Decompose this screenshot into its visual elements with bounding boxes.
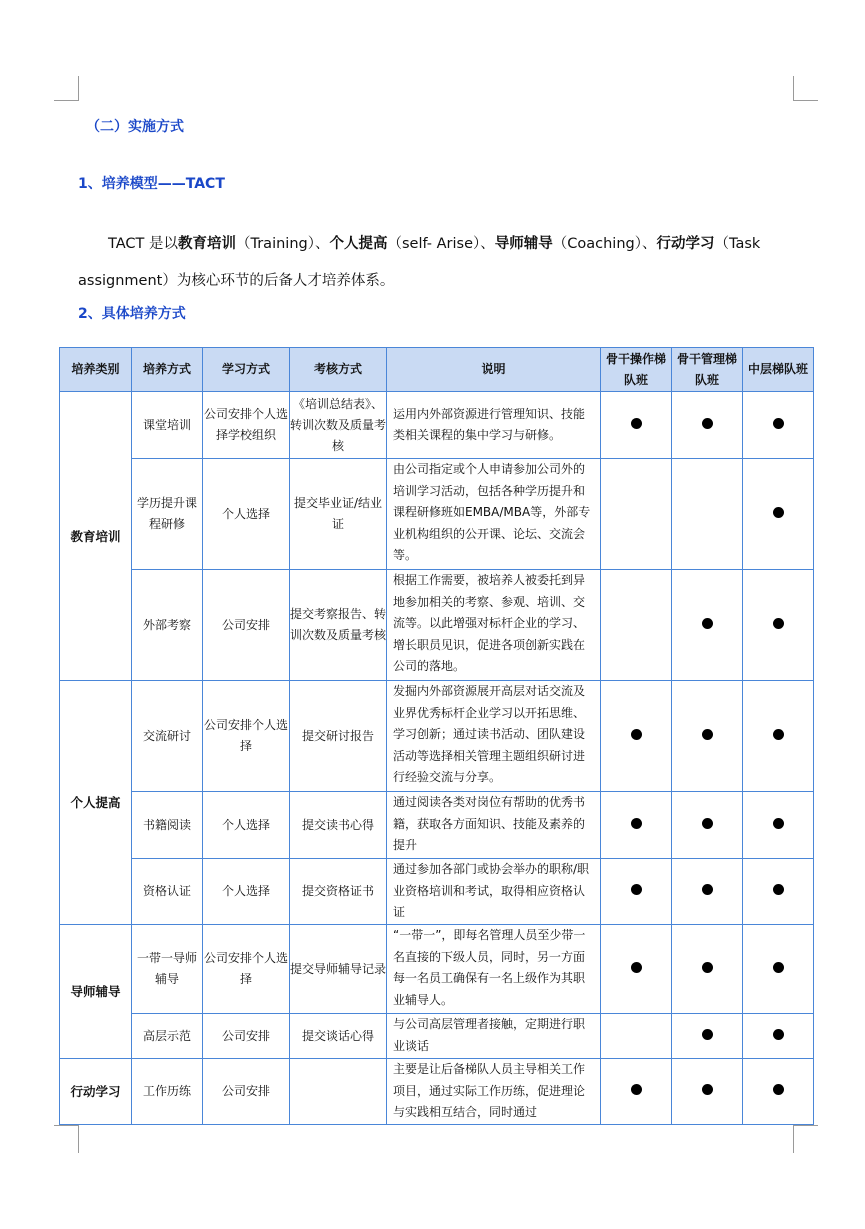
cell-assessment: 提交研讨报告: [290, 681, 387, 792]
cell-learning: 公司安排个人选择: [203, 681, 290, 792]
table-row: [60, 570, 814, 681]
header-description: 说明: [387, 348, 601, 392]
bullet-icon: [631, 818, 642, 829]
table-row: [60, 792, 814, 859]
bullet-icon: [702, 729, 713, 740]
cell-assessment: 提交毕业证/结业证: [290, 459, 387, 570]
cell-learning: 公司安排: [203, 1059, 290, 1125]
cell-middle-class: [743, 925, 814, 1014]
cell-method: 一带一导师辅导: [132, 925, 203, 1014]
category-self-improvement: 个人提高: [60, 681, 132, 925]
cell-management-class: [672, 1059, 743, 1125]
cell-operation-class: [601, 459, 672, 570]
bullet-icon: [773, 418, 784, 429]
intro-term-training-en: （Training）、: [236, 236, 330, 252]
cell-management-class: [672, 1014, 743, 1059]
table-row: [60, 1014, 814, 1059]
cell-assessment: 提交导师辅导记录: [290, 925, 387, 1014]
cell-management-class: [672, 925, 743, 1014]
intro-term-task-en: （Task assignment）为核心环节的后备人才培养体系。: [78, 236, 761, 289]
section-title: （二）实施方式: [86, 119, 184, 135]
header-category: 培养类别: [60, 348, 132, 392]
bullet-icon: [773, 884, 784, 895]
crop-mark-top-right: [793, 76, 818, 101]
cell-description: 通过参加各部门或协会举办的职称/职业资格培训和考试，取得相应资格认证: [387, 859, 601, 925]
bullet-icon: [702, 618, 713, 629]
bullet-icon: [773, 818, 784, 829]
bullet-icon: [631, 418, 642, 429]
cell-learning: 公司安排个人选择学校组织: [203, 392, 290, 459]
cell-assessment: [290, 1059, 387, 1125]
heading-specific-methods: 2、具体培养方式: [78, 306, 186, 322]
cell-middle-class: [743, 1059, 814, 1125]
intro-term-arise-en: （self- Arise）、: [387, 236, 495, 252]
cell-management-class: [672, 570, 743, 681]
table-row: [60, 1059, 814, 1125]
cell-method: 书籍阅读: [132, 792, 203, 859]
header-learning-mode: 学习方式: [203, 348, 290, 392]
bullet-icon: [773, 962, 784, 973]
cell-management-class: [672, 792, 743, 859]
bullet-icon: [773, 507, 784, 518]
cell-assessment: 提交考察报告、转训次数及质量考核: [290, 570, 387, 681]
header-management-class: 骨干管理梯队班: [672, 348, 743, 392]
table-header-row: [60, 348, 814, 392]
cell-method: 外部考察: [132, 570, 203, 681]
cell-operation-class: [601, 570, 672, 681]
cell-operation-class: [601, 1014, 672, 1059]
cell-middle-class: [743, 1014, 814, 1059]
cell-method: 资格认证: [132, 859, 203, 925]
bullet-icon: [702, 1084, 713, 1095]
bullet-icon: [702, 1029, 713, 1040]
bullet-icon: [631, 962, 642, 973]
cell-management-class: [672, 859, 743, 925]
table-row: [60, 859, 814, 925]
cell-management-class: [672, 459, 743, 570]
bullet-icon: [702, 962, 713, 973]
cell-learning: 公司安排: [203, 1014, 290, 1059]
training-methods-table: [59, 347, 814, 1125]
bullet-icon: [702, 884, 713, 895]
intro-term-arise: 个人提高: [329, 236, 388, 252]
bullet-icon: [631, 884, 642, 895]
cell-middle-class: [743, 570, 814, 681]
cell-management-class: [672, 392, 743, 459]
cell-description: 由公司指定或个人申请参加公司外的培训学习活动，包括各种学历提升和课程研修班如EMBA/MBA等，外部专业机构组织的公开课、论坛、交流会等。: [387, 459, 601, 570]
cell-assessment: 提交资格证书: [290, 859, 387, 925]
bullet-icon: [702, 818, 713, 829]
cell-learning: 个人选择: [203, 459, 290, 570]
crop-mark-bottom-right: [793, 1125, 818, 1153]
cell-description: “一带一”，即每名管理人员至少带一名直接的下级人员，同时，另一方面每一名员工确保有一名上级作为其职业辅导人。: [387, 925, 601, 1014]
cell-description: 主要是让后备梯队人员主导相关工作项目，通过实际工作历练，促进理论与实践相互结合，同时通过: [387, 1059, 601, 1125]
cell-assessment: 提交谈话心得: [290, 1014, 387, 1059]
intro-term-task: 行动学习: [656, 236, 715, 252]
category-education: 教育培训: [60, 392, 132, 681]
cell-operation-class: [601, 392, 672, 459]
header-assessment: 考核方式: [290, 348, 387, 392]
intro-pre: TACT 是以: [108, 236, 178, 252]
cell-operation-class: [601, 1059, 672, 1125]
cell-method: 交流研讨: [132, 681, 203, 792]
cell-learning: 个人选择: [203, 792, 290, 859]
cell-assessment: 提交读书心得: [290, 792, 387, 859]
table-row: [60, 681, 814, 792]
cell-assessment: 《培训总结表》、转训次数及质量考核: [290, 392, 387, 459]
cell-method: 高层示范: [132, 1014, 203, 1059]
table-row: [60, 459, 814, 570]
bullet-icon: [773, 618, 784, 629]
bullet-icon: [631, 729, 642, 740]
cell-learning: 公司安排个人选择: [203, 925, 290, 1014]
cell-method: 工作历练: [132, 1059, 203, 1125]
cell-management-class: [672, 681, 743, 792]
cell-description: 发掘内外部资源展开高层对话交流及业界优秀标杆企业学习以开拓思维、学习创新；通过读书活动、团队建设活动等选择相关管理主题组织研讨进行经验交流与分享。: [387, 681, 601, 792]
table-row: [60, 925, 814, 1014]
cell-middle-class: [743, 459, 814, 570]
cell-method: 学历提升课程研修: [132, 459, 203, 570]
category-coaching: 导师辅导: [60, 925, 132, 1059]
intro-term-training: 教育培训: [178, 236, 236, 252]
bullet-icon: [773, 729, 784, 740]
cell-middle-class: [743, 681, 814, 792]
heading-training-model: 1、培养模型——TACT: [78, 176, 225, 192]
intro-term-coaching: 导师辅导: [494, 236, 553, 252]
category-action-learning: 行动学习: [60, 1059, 132, 1125]
cell-middle-class: [743, 859, 814, 925]
header-operation-class: 骨干操作梯队班: [601, 348, 672, 392]
cell-description: 根据工作需要，被培养人被委托到异地参加相关的考察、参观、培训、交流等。以此增强对标杆企业的学习、增长职员见识，促进各项创新实践在公司的落地。: [387, 570, 601, 681]
bullet-icon: [773, 1029, 784, 1040]
bullet-icon: [631, 1084, 642, 1095]
intro-term-coaching-en: （Coaching）、: [552, 236, 657, 252]
cell-method: 课堂培训: [132, 392, 203, 459]
cell-description: 与公司高层管理者接触，定期进行职业谈话: [387, 1014, 601, 1059]
crop-mark-bottom-left: [54, 1125, 79, 1153]
intro-paragraph: [78, 226, 798, 300]
cell-operation-class: [601, 859, 672, 925]
bullet-icon: [702, 418, 713, 429]
header-middle-class: 中层梯队班: [743, 348, 814, 392]
cell-operation-class: [601, 792, 672, 859]
cell-operation-class: [601, 681, 672, 792]
table-row: [60, 392, 814, 459]
cell-middle-class: [743, 792, 814, 859]
header-method: 培养方式: [132, 348, 203, 392]
cell-learning: 个人选择: [203, 859, 290, 925]
bullet-icon: [773, 1084, 784, 1095]
cell-learning: 公司安排: [203, 570, 290, 681]
crop-mark-top-left: [54, 76, 79, 101]
cell-middle-class: [743, 392, 814, 459]
cell-description: 运用内外部资源进行管理知识、技能类相关课程的集中学习与研修。: [387, 392, 601, 459]
cell-operation-class: [601, 925, 672, 1014]
cell-description: 通过阅读各类对岗位有帮助的优秀书籍，获取各方面知识、技能及素养的提升: [387, 792, 601, 859]
